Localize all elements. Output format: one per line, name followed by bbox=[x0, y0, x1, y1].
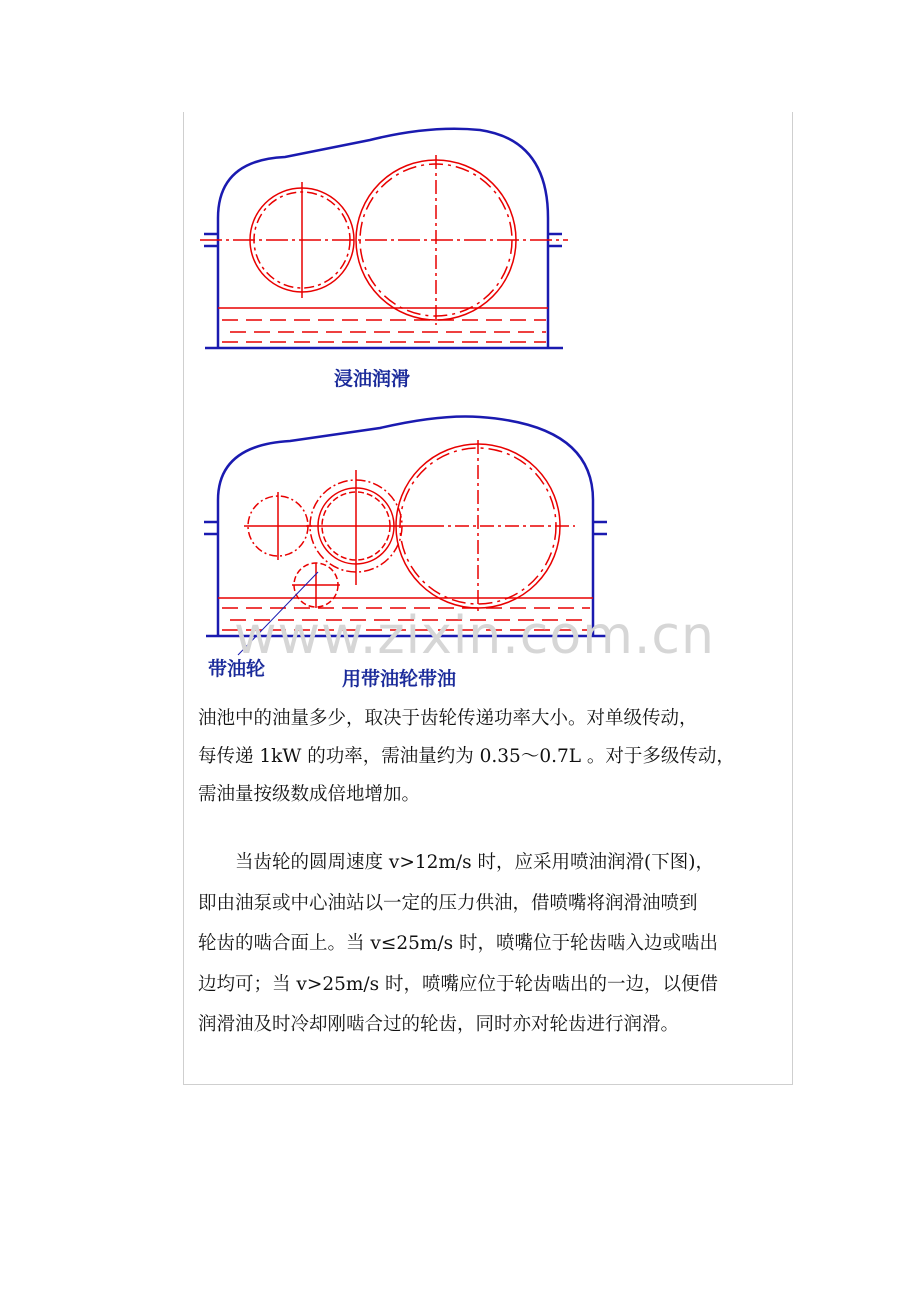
text-line: 润滑油及时冷却刚啮合过的轮齿，同时亦对轮齿进行润滑。 bbox=[198, 1014, 680, 1035]
splash-wheel-gears bbox=[218, 440, 593, 630]
paragraph-1 bbox=[198, 700, 788, 814]
text-line: 即由油泵或中心油站以一定的压力供油，借喷嘴将润滑油喷到 bbox=[198, 892, 698, 914]
text-line: 当齿轮的圆周速度 v>12m/s 时，应采用喷油润滑(下图)， bbox=[198, 852, 714, 873]
text-line: 需油量按级数成倍地增加。 bbox=[198, 784, 421, 805]
figure2-caption: 用带油轮带油 bbox=[342, 668, 457, 690]
text-line: 油池中的油量多少，取决于齿轮传递功率大小。对单级传动， bbox=[198, 708, 698, 729]
text-line: 每传递 1kW 的功率，需油量约为 0.35～0.7L 。对于多级传动， bbox=[198, 746, 735, 767]
watermark: www.zixin.com.cn bbox=[234, 606, 715, 666]
text-line: 轮齿的啮合面上。当 v≤25m/s 时，喷嘴位于轮齿啮入边或啮出 bbox=[198, 933, 719, 954]
text-line: 边均可；当 v>25m/s 时，喷嘴应位于轮齿啮出的一边，以便借 bbox=[198, 973, 719, 995]
dip-lubrication-housing bbox=[204, 129, 563, 348]
dip-lubrication-gears bbox=[200, 155, 568, 342]
figure2-label: 带油轮 bbox=[208, 658, 266, 680]
paragraph-2 bbox=[198, 843, 788, 1046]
figure1-caption: 浸油润滑 bbox=[334, 368, 411, 390]
